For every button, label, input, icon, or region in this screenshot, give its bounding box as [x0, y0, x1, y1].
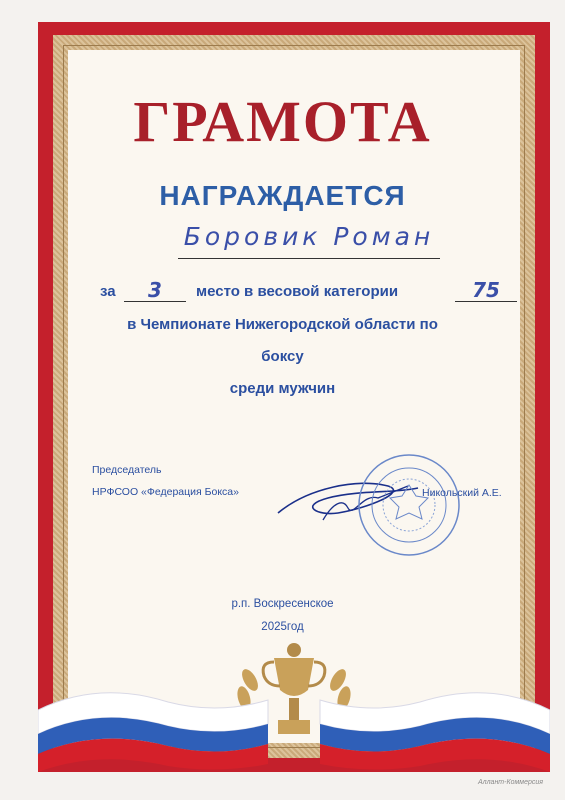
group-line: среди мужчин [229, 380, 336, 397]
flag-and-trophy-ornament [38, 640, 550, 772]
recipient-name: Боровик Роман [183, 222, 435, 251]
printer-mark: Аллант-Коммерсия [477, 779, 543, 786]
certificate-title: ГРАМОТА [133, 89, 432, 154]
sport-line: боксу [261, 348, 304, 365]
official-stamp [356, 452, 462, 558]
category-text: место в весовой категории [196, 283, 399, 300]
prefix-text: за [100, 283, 116, 300]
year-text: 2025год [261, 621, 304, 633]
weight-value: 75 [455, 283, 517, 302]
awarded-heading: НАГРАЖДАЕТСЯ [159, 180, 406, 211]
place-value: 3 [124, 283, 186, 302]
signatory-role: Председатель [92, 464, 162, 476]
signatory-name: Никольский А.Е. [422, 487, 502, 499]
location-text: р.п. Воскресенское [231, 598, 334, 610]
signatory-org: НРФСОО «Федерация Бокса» [92, 486, 239, 498]
flag-ribbon-right [320, 693, 550, 772]
trophy-cup [263, 643, 325, 734]
recipient-underline [178, 258, 440, 259]
championship-line: в Чемпионате Нижегородской области по [127, 316, 438, 333]
flag-ribbon-left [38, 693, 268, 772]
